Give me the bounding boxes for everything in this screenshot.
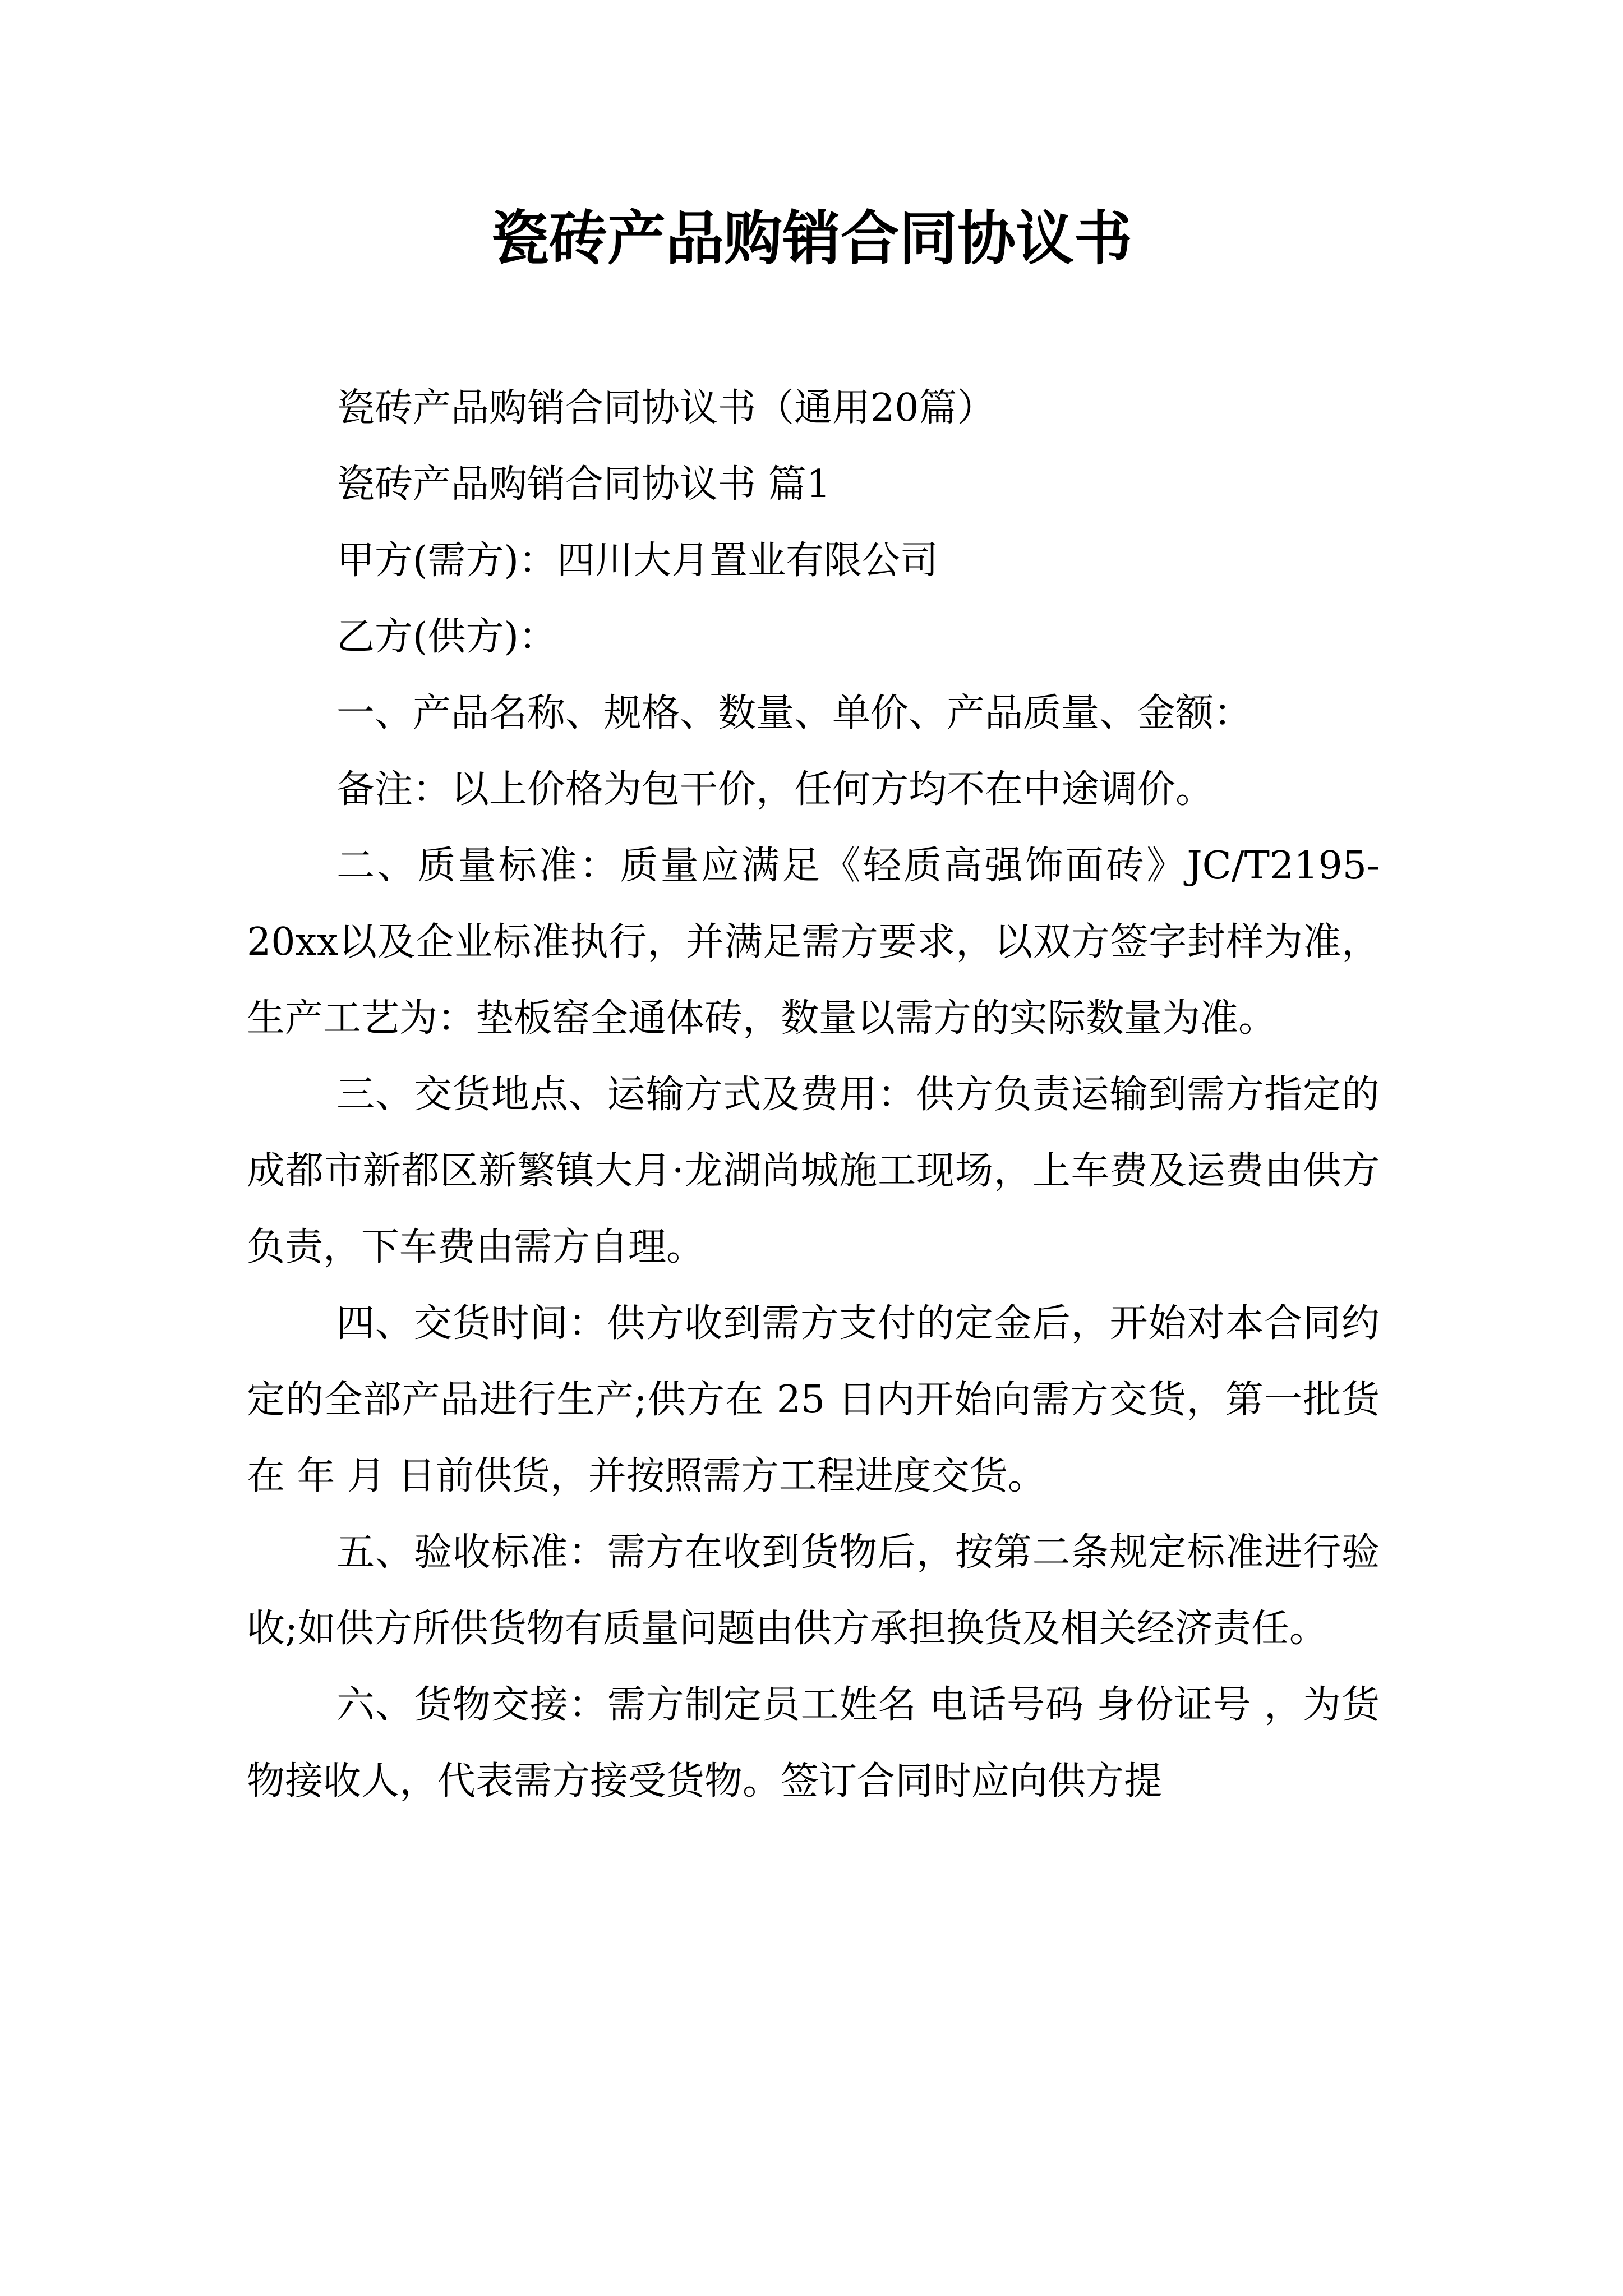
remark-line: 备注：以上价格为包干价，任何方均不在中途调价。 xyxy=(336,767,1214,812)
party-a-line: 甲方(需方)：四川大月置业有限公司 xyxy=(336,539,939,583)
document-body xyxy=(247,370,1380,1820)
clause-6: 六、货物交接：需方制定员工姓名 电话号码 身份证号 ，为货物接收人，代表需方接受货物。签订合同时应向供方提 xyxy=(247,1683,1380,1803)
subtitle-line: 瓷砖产品购销合同协议书（通用20篇） xyxy=(336,386,995,430)
clause-2: 二、质量标准：质量应满足《轻质高强饰面砖》JC/T2195-20xx以及企业标准执行，并满足需方要求，以双方签字封样为准，生产工艺为：垫板窑全通体砖，数量以需方的实际数量为准。 xyxy=(247,844,1380,1041)
clause-4: 四、交货时间：供方收到需方支付的定金后，开始对本合同约定的全部产品进行生产;供方在 25 日内开始向需方交货，第一批货在 年 月 日前供货，并按照需方工程进度交货。 xyxy=(247,1301,1380,1498)
clause-1: 一、产品名称、规格、数量、单价、产品质量、金额： xyxy=(336,691,1252,735)
party-b-line: 乙方(供方)： xyxy=(336,615,557,659)
section-heading: 瓷砖产品购销合同协议书 篇1 xyxy=(336,462,831,507)
clause-5: 五、验收标准：需方在收到货物后，按第二条规定标准进行验收;如供方所供货物有质量问题由供方承担换货及相关经济责任。 xyxy=(247,1530,1380,1651)
document-title: 瓷砖产品购销合同协议书 xyxy=(490,204,1132,273)
clause-3: 三、交货地点、运输方式及费用：供方负责运输到需方指定的 成都市新都区新繁镇大月·龙湖尚城施工现场，上车费及运费由供方负责，下车费由需方自理。 xyxy=(247,1073,1380,1269)
